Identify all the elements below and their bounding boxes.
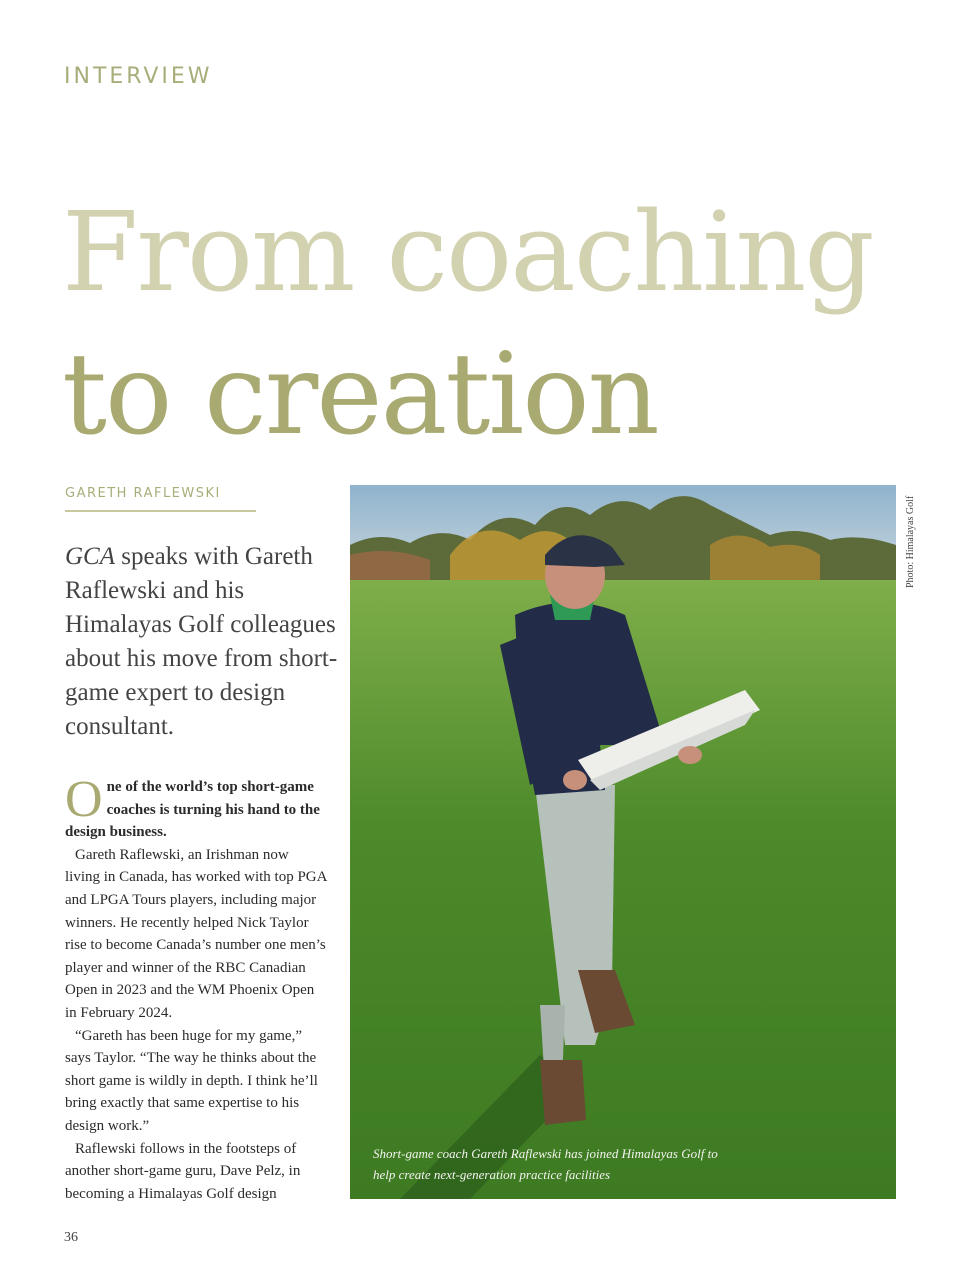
lede-text: ne of the world’s top short-game coaches is turning his hand to the design business. [65, 779, 320, 841]
article-body [65, 771, 327, 1205]
page-number: 36 [64, 1230, 78, 1245]
photo-caption: Short-game coach Gareth Raflewski has joined Himalayas Golf to help create next-generation practice facilities [373, 1146, 718, 1182]
body-paragraph: Gareth Raflewski, an Irishman now living in Canada, has worked with top PGA and LPGA Tours players, including major winners. He recently helped Nick Taylor rise to become Canada’s number one men’s player and winner of the RBC Canadian Open in 2023 and the WM Phoenix Open in February 2024. [65, 846, 327, 1021]
byline-divider [65, 510, 256, 512]
drop-cap: O [65, 771, 103, 828]
standfirst-text: speaks with Gareth Raflewski and his Himalayas Golf colleagues about his move from short-game expert to design consultant. [65, 543, 338, 740]
lede-paragraph [65, 771, 327, 844]
standfirst [65, 540, 345, 744]
golf-coach-photo [350, 485, 896, 1199]
body-paragraph: Raflewski follows in the footsteps of another short-game guru, Dave Pelz, in becoming a Himalayas Golf design [65, 1140, 301, 1202]
byline: GARETH RAFLEWSKI [65, 486, 221, 501]
section-label: INTERVIEW [64, 64, 213, 89]
headline-line-2: to creation [62, 330, 658, 460]
photo-credit: Photo: Himalayas Golf [905, 495, 916, 588]
headline-line-1: From coaching [62, 188, 873, 316]
standfirst-emphasis: GCA [65, 543, 115, 570]
body-paragraph: “Gareth has been huge for my game,” says Taylor. “The way he thinks about the short game is wildly in depth. I think he’ll bring exactly that same expertise to his design work.” [65, 1027, 318, 1134]
